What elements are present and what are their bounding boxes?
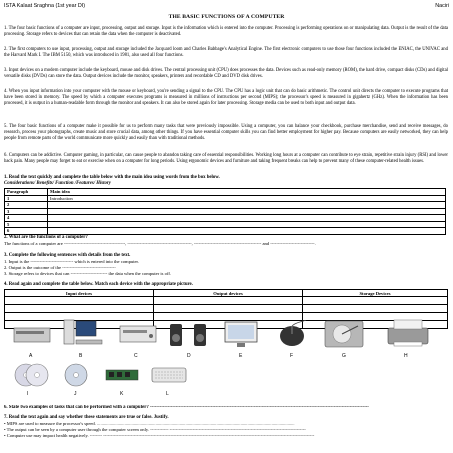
table-cell[interactable] <box>48 228 446 235</box>
question-2-title: 2. What are the functions of a computer? <box>4 235 88 240</box>
picture-label-f: F <box>290 353 294 359</box>
cd-rom-drive-icon <box>118 320 158 348</box>
picture-label-e: E <box>239 353 243 359</box>
picture-label-k: K <box>120 391 124 397</box>
table-row <box>5 297 448 305</box>
paragraph-5: 5. The four basic functions of a computer make it possible for us to perform many tasks that were previously impossible. Using a computer, you can balance your checkbook, purchase merchandise, send and receive messages, do research, process your photographs, create music and store crucial data, among other things. If you have essential computer skills you can find better employment for higher pay. Because computers are easily networked, they can help people from remote parts of the world communicate more quickly and easily than with traditional methods. <box>4 124 448 141</box>
hard-drive-icon <box>322 318 368 350</box>
table-header-paragraph: Paragraph <box>5 189 48 196</box>
question-3-title: 3. Complete the following sentences with details from the text. <box>4 253 131 258</box>
question-3-line-3[interactable]: 3. Storage refers to devices that can ------------------------ the data when the computer is off. <box>4 271 171 276</box>
paragraph-1: 1. The four basic functions of a computer are input, processing, output and storage. Input is the information which is entered into the computer. Processing is performing operations on or manipulating data. Output is the result of the data processing. Storage refers to devices that can retain the data when the computer is deactivated. <box>4 26 448 37</box>
question-1-word-box: Considerations/ Benefits/ Function /Features/ History <box>4 181 111 186</box>
question-3-line-1[interactable]: 1. Input is the ---------------------------- which is entered into the computer. <box>4 259 139 264</box>
header-author: Naciri <box>435 3 449 9</box>
header-school: ISTA Kalaat Sraghna (1st year DI) <box>4 3 86 9</box>
picture-label-c: C <box>134 353 138 359</box>
picture-label-g: G <box>342 353 346 359</box>
question-1-title: 1. Read the text quickly and complete the table below with the main idea using words from the box below. <box>4 175 220 180</box>
table-cell: 2 <box>5 202 48 209</box>
mouse-icon <box>272 320 312 350</box>
table-cell: 1 <box>5 195 48 202</box>
main-idea-table <box>4 188 446 235</box>
header-input-devices: Input devices <box>5 290 154 297</box>
question-7-statement-3[interactable]: • Computer use may impact health negatively. -------- ------------------------------------------------------------------------------------------------------------------------------------------ <box>4 433 315 438</box>
picture-label-l: L <box>166 391 169 397</box>
question-2-line[interactable]: The functions of a computer are ----------------------------------------, ------------------------------------------, -------------------------------------------- and -----------------------------. <box>4 241 316 246</box>
question-3-line-2[interactable]: 2. Output is the outcome of the ----------------------------------- <box>4 265 116 270</box>
picture-label-j: J <box>74 391 77 397</box>
dvd-disc-icon <box>58 362 94 388</box>
table-cell[interactable] <box>303 305 448 313</box>
table-header-main-idea: Main idea <box>48 189 446 196</box>
table-row <box>5 228 446 235</box>
table-cell[interactable] <box>5 297 154 305</box>
table-cell[interactable] <box>303 297 448 305</box>
table-header-row <box>5 290 448 297</box>
header-output-devices: Output devices <box>154 290 303 297</box>
table-cell: 3 <box>5 208 48 215</box>
cd-drive-icon <box>12 322 52 346</box>
table-cell: 4 <box>5 215 48 222</box>
paragraph-2: 2. The first computers to use input, processing, output and storage included the Jacquard loom and Charles Babbage's Analytical Engine. The first electronic computers to use those four functions included the ENIAC, the UNIVAC and the Harvard Mark I. The IBM 5150, which was introduced in 1981, also used all four functions. <box>4 47 448 58</box>
keyboard-icon <box>150 360 188 388</box>
picture-label-d: D <box>187 353 191 359</box>
table-row <box>5 305 448 313</box>
computer-system-icon <box>62 318 104 348</box>
table-cell[interactable] <box>5 305 154 313</box>
table-cell[interactable] <box>154 305 303 313</box>
ram-memory-icon <box>104 362 140 388</box>
page-title: THE BASIC FUNCTIONS OF A COMPUTER <box>168 14 285 20</box>
printer-icon <box>384 316 432 350</box>
table-cell[interactable]: Introduction <box>48 195 446 202</box>
header-storage-devices: Storage Devices <box>303 290 448 297</box>
table-cell: 6 <box>5 228 48 235</box>
table-cell: 5 <box>5 221 48 228</box>
picture-label-a: A <box>29 353 33 359</box>
paragraph-3: 3. Input devices on a modern computer include the keyboard, mouse and disk drives. The central processing unit (CPU) does processes the data. Devices such as read-only memory (ROM), the hard drive, compact disks (CDs) and digital versatile disks (DVDs) can store the data. Output devices include the monitor, speakers, printers and recordable CD and DVD disk drives. <box>4 68 448 79</box>
speakers-icon <box>168 320 210 350</box>
table-cell[interactable] <box>154 297 303 305</box>
paragraph-4: 4. When you input information into your computer with the mouse or keyboard, you're sending a signal to the CPU. The CPU has a logic unit that can do basic arithmetic. The control unit directs the computer to execute programs that have been stored in memory. The speed by which a computer executes programs is measured in millions of instructions per second (MIPS); the processor's speed is measured in gigahertz (GHz). When the information has been processed, it is output in a human-readable form through the monitor and speakers. It can also be stored again for later processing. Storage media can be used to both input and output data. <box>4 89 448 106</box>
question-4-title: 4. Read again and complete the table below. Match each device with the appropriate picture. <box>4 282 193 287</box>
question-7-statement-2[interactable]: • The output can be seen by a computer user through the computer screen only. ------------ ----------------------------------------------------------------------------------------- <box>4 427 306 432</box>
cd-discs-icon <box>12 362 50 388</box>
paragraph-6: 6. Computers can be addictive. Computer gaming, in particular, can cause people to abandon taking care of essential responsibilities. Working long hours at a computer can contribute to eye strain, repetitive strain injury (RSI) and lower back pain. Many people may forget to eat or exercise when on a computer for long periods. Using ergonomic devices and furniture and taking frequent breaks can help to prevent many of these computer-related health issues. <box>4 153 448 164</box>
picture-label-i: I <box>27 391 29 397</box>
question-7-statement-1[interactable]: • MIPS are used to measure the processor's speed. ............................................................................................................................................................................ <box>4 421 295 426</box>
monitor-icon <box>222 320 260 350</box>
question-7-title: 7. Read the text again and say whether these statements are true or false. Justify. <box>4 415 169 420</box>
question-6-title[interactable]: 6. State two examples of tasks that can be performed with a computer? ----------------------------------------------------------------------------------------------------------------------------------------- <box>4 405 369 410</box>
picture-label-h: H <box>404 353 408 359</box>
picture-label-b: B <box>79 353 83 359</box>
page-header <box>4 3 449 11</box>
